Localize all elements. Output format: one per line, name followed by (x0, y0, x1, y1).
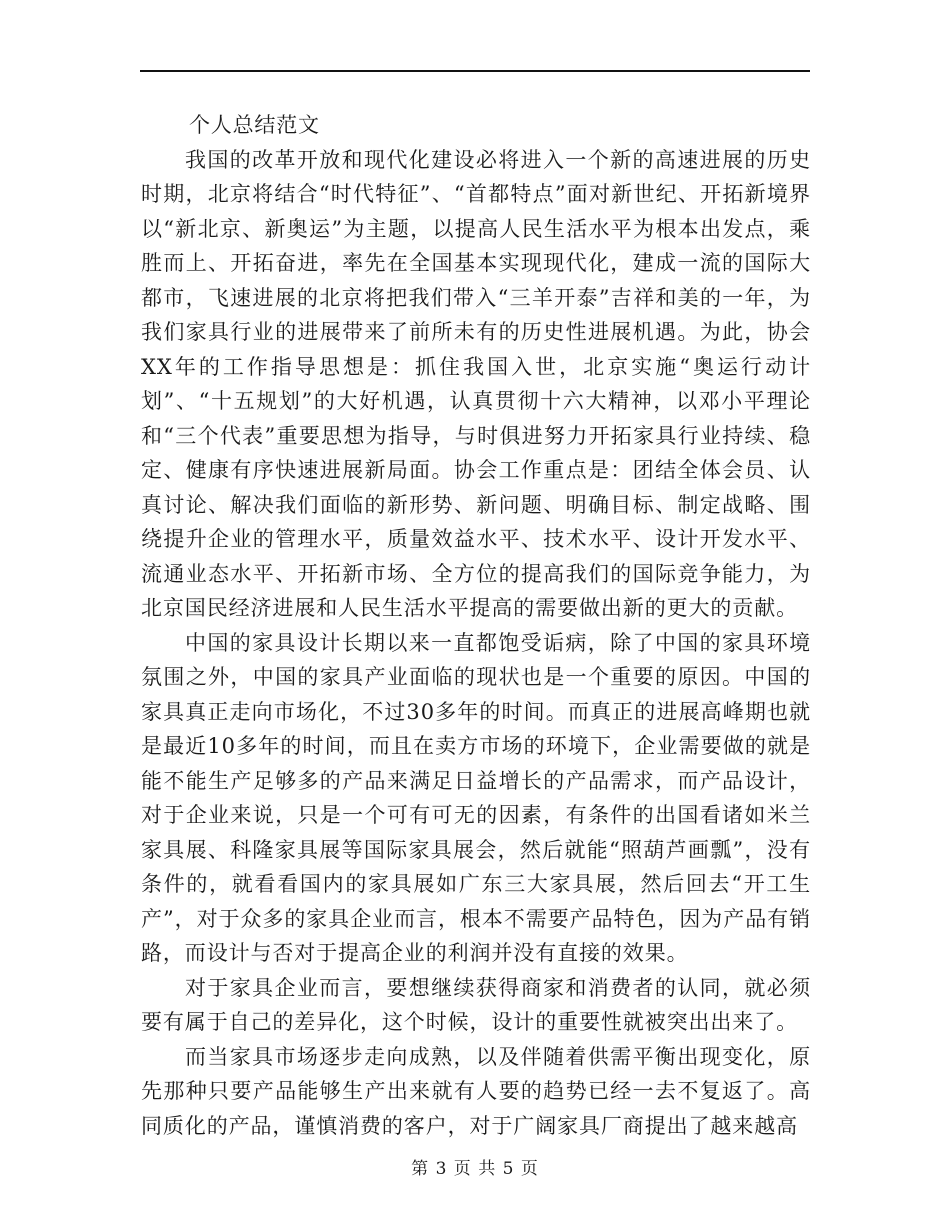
paragraph-1: 我国的改革开放和现代化建设必将进入一个新的高速进展的历史时期，北京将结合“时代特征”、“首都特点”面对新世纪、开拓新境界以“新北京、新奥运”为主题，以提高人民生活水平为根本出发点，乘胜而上、开拓奋进，率先在全国基本实现现代化，建成一流的国际大都市，飞速进展的北京将把我们带入“三羊开泰”吉祥和美的一年，为我们家具行业的进展带来了前所未有的历史性进展机遇。为此，协会XX年的工作指导思想是：抓住我国入世，北京实施“奥运行动计划”、“十五规划”的大好机遇，认真贯彻十六大精神，以邓小平理论和“三个代表”重要思想为指导，与时俱进努力开拓家具行业持续、稳定、健康有序快速进展新局面。协会工作重点是：团结全体会员、认真讨论、解决我们面临的新形势、新问题、明确目标、制定战略、围绕提升企业的管理水平，质量效益水平、技术水平、设计开发水平、流通业态水平、开拓新市场、全方位的提高我们的国际竞争能力，为北京国民经济进展和人民生活水平提高的需要做出新的更大的贡献。 (141, 147, 811, 620)
paragraph-4: 而当家具市场逐步走向成熟，以及伴随着供需平衡出现变化，原先那种只要产品能够生产出来就有人要的趋势已经一去不复返了。高同质化的产品，谨慎消费的客户，对于广阔家具厂商提出了越来越高 (141, 1044, 811, 1138)
paragraph-2: 中国的家具设计长期以来一直都饱受诟病，除了中国的家具环境氛围之外，中国的家具产业面临的现状也是一个重要的原因。中国的家具真正走向市场化，不过30多年的时间。而真正的进展高峰期也就是最近10多年的时间，而且在卖方市场的环境下，企业需要做的就是能不能生产足够多的产品来满足日益增长的产品需求，而产品设计，对于企业来说，只是一个可有可无的因素，有条件的出国看诸如米兰家具展、科隆家具展等国际家具展会，然后就能“照葫芦画瓢”，没有条件的，就看看国内的家具展如广东三大家具展，然后回去“开工生产”，对于众多的家具企业而言，根本不需要产品特色，因为产品有销路，而设计与否对于提高企业的利润并没有直接的效果。 (141, 630, 811, 965)
document-body (141, 108, 811, 1143)
page-number-label: 第 3 页 共 5 页 (411, 1159, 539, 1179)
document-title: 个人总结范文 (189, 113, 320, 137)
page-footer (0, 1154, 950, 1179)
header-rule (140, 70, 810, 72)
paragraph-3: 对于家具企业而言，要想继续获得商家和消费者的认同，就必须要有属于自己的差异化，这个时候，设计的重要性就被突出出来了。 (141, 975, 811, 1034)
